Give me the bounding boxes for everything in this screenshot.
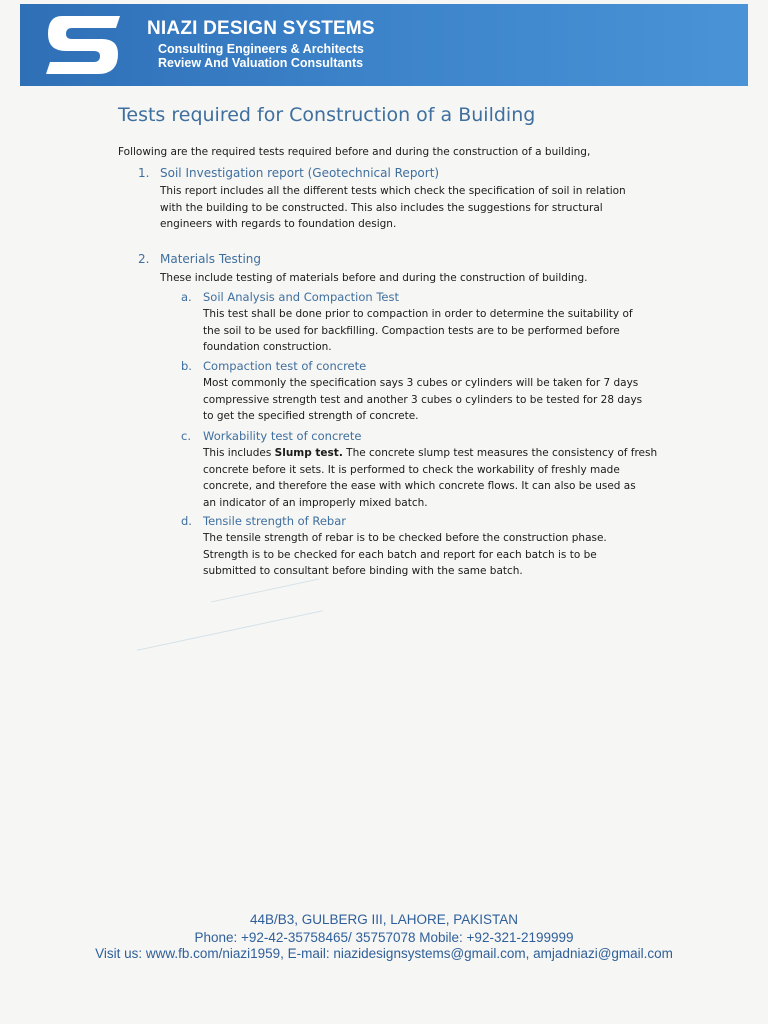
text-line: compressive strength test and another 3 cubes o cylinders to be tested for 28 days — [203, 393, 643, 406]
text-line: engineers with regards to foundation design. — [160, 218, 397, 230]
subsection-heading-text: Tensile strength of Rebar — [203, 514, 347, 528]
text-line: the soil to be used for backfilling. Compaction tests are to be performed before — [203, 324, 620, 337]
subsection-heading-text: Compaction test of concrete — [203, 359, 367, 373]
text-line — [203, 445, 657, 462]
text-fragment: The concrete slump test measures the consistency of fresh — [342, 447, 658, 459]
section-heading-materials-testing — [138, 252, 261, 266]
subsection-heading-soil-analysis — [181, 290, 399, 304]
subsection-letter: b. — [181, 359, 192, 373]
text-line: This test shall be done prior to compaction in order to determine the suitability of — [203, 308, 633, 320]
subsection-a-paragraph — [203, 306, 633, 356]
company-name: NIAZI DESIGN SYSTEMS — [147, 18, 375, 39]
bold-term-slump-test: Slump test. — [274, 447, 343, 459]
text-line: concrete, and therefore the ease with which concrete flows. It can also be used as — [203, 480, 636, 492]
company-tagline-1: Consulting Engineers & Architects — [158, 42, 364, 56]
subsection-letter: c. — [181, 429, 191, 443]
section-heading-text: Materials Testing — [160, 252, 262, 266]
text-line: foundation construction. — [203, 341, 332, 353]
text-line: These include testing of materials before and during the construction of building. — [160, 272, 588, 284]
subsection-d-paragraph — [203, 530, 607, 580]
text-line: This report includes all the different tests which check the specification of soil in relation — [160, 185, 626, 197]
text-line: concrete before it sets. It is performed to check the workability of freshly made — [203, 463, 620, 476]
section-number: 2. — [138, 252, 150, 266]
footer-web-email: Visit us: www.fb.com/niazi1959, E-mail: niazidesignsystems@gmail.com, amjadniazi@gmail.com — [95, 946, 673, 961]
subsection-heading-text: Soil Analysis and Compaction Test — [203, 290, 399, 304]
subsection-c-paragraph — [203, 445, 657, 511]
company-logo-icon — [42, 12, 124, 78]
scan-artifact — [137, 610, 323, 650]
scan-artifact — [211, 579, 319, 603]
text-line: The tensile strength of rebar is to be checked before the construction phase. — [203, 532, 607, 544]
subsection-heading-tensile-rebar — [181, 514, 346, 528]
text-fragment: This includes — [203, 447, 275, 459]
text-line: Strength is to be checked for each batch and report for each batch is to be — [203, 548, 597, 561]
section-heading-text: Soil Investigation report (Geotechnical Report) — [160, 166, 440, 180]
subsection-letter: a. — [181, 290, 192, 304]
section-2-paragraph — [160, 270, 588, 287]
subsection-heading-workability — [181, 429, 361, 443]
footer-address: 44B/B3, GULBERG III, LAHORE, PAKISTAN — [249, 912, 519, 927]
text-line: submitted to consultant before binding with the same batch. — [203, 565, 523, 577]
text-line: to get the specified strength of concrete. — [203, 410, 419, 422]
section-1-paragraph — [160, 183, 626, 233]
section-heading-soil-investigation — [138, 166, 439, 180]
text-line: Most commonly the specification says 3 cubes or cylinders will be taken for 7 days — [203, 377, 639, 389]
footer-phone: Phone: +92-42-35758465/ 35757078 Mobile: +92-321-2199999 — [194, 930, 574, 945]
text-line: with the building to be constructed. This also includes the suggestions for structural — [160, 201, 603, 214]
subsection-heading-compaction-concrete — [181, 359, 366, 373]
subsection-b-paragraph — [203, 375, 642, 425]
document-title: Tests required for Construction of a Building — [118, 104, 536, 126]
subsection-letter: d. — [181, 514, 192, 528]
company-tagline-2: Review And Valuation Consultants — [158, 56, 364, 70]
text-line: an indicator of an improperly mixed batch. — [203, 496, 428, 509]
subsection-heading-text: Workability test of concrete — [203, 429, 362, 443]
intro-text: Following are the required tests required before and during the construction of a building, — [118, 146, 591, 158]
letterhead-banner — [20, 4, 748, 86]
section-number: 1. — [138, 166, 150, 180]
